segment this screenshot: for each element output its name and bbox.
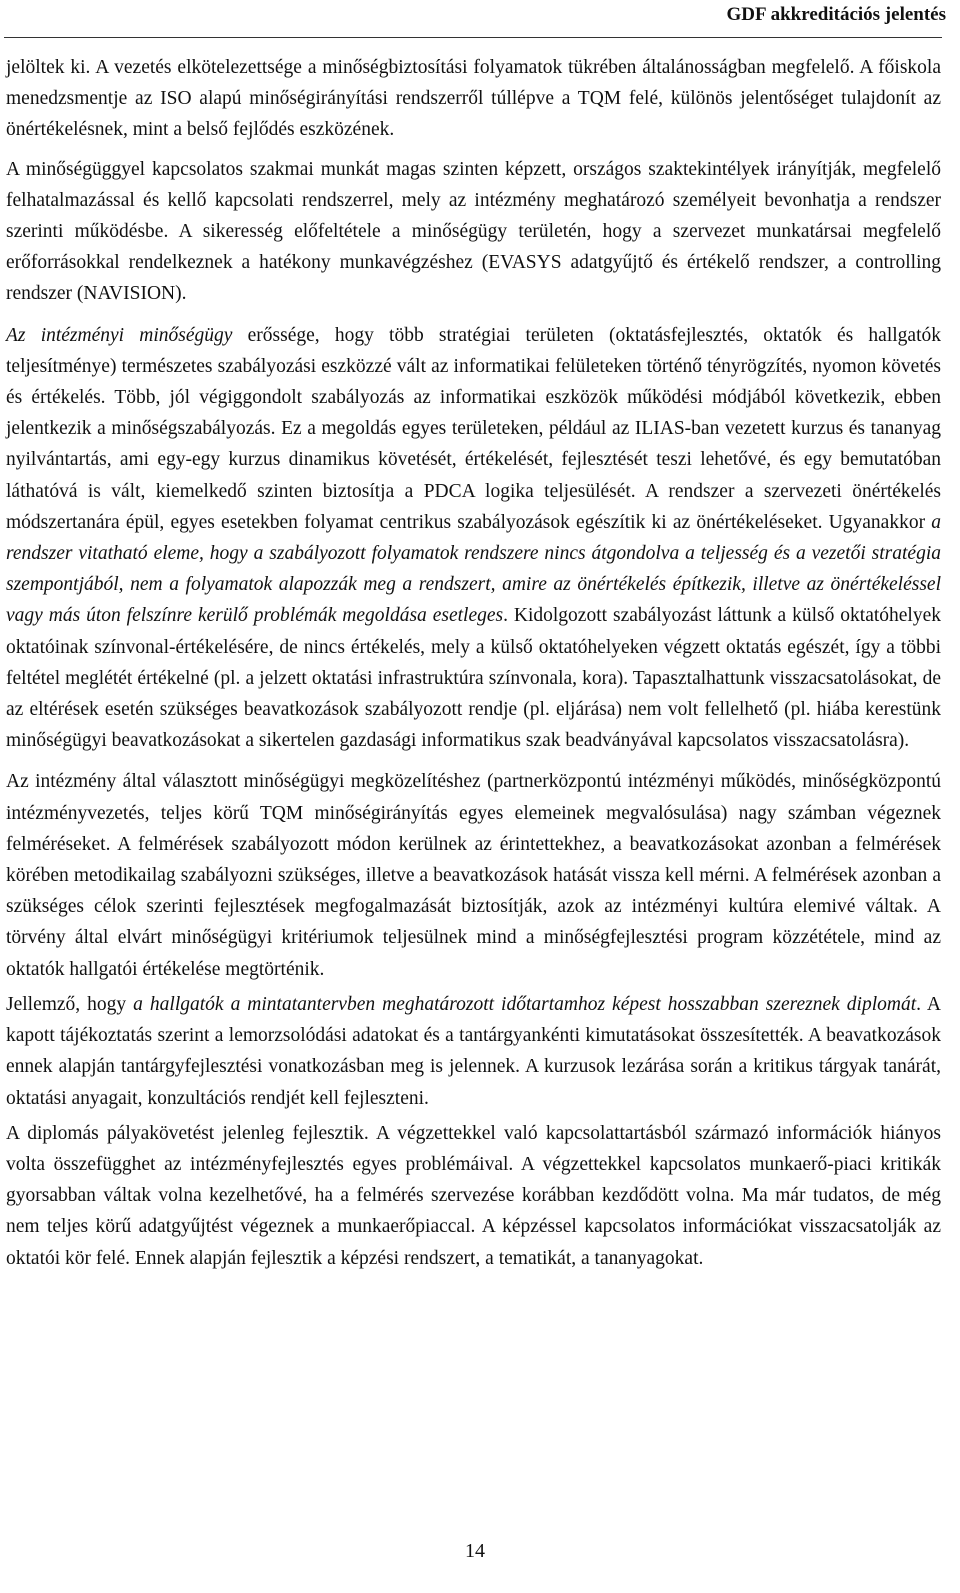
text-run: A minőségüggyel kapcsolatos szakmai munkát magas szinten képzett, országos szaktekintélyek irányítják, megfelelő felhatalmazással és kellő kapcsolati rendszerrel, mely az intézmény meghatározó személyeit bevonhatja a rendszer szerinti működésbe. A sikeresség előfeltétele a minőségügy területén, hogy a szervezet munkatársai megfelelő erőforrásokkal rendelkeznek a hatékony munkavégzéshez (EVASYS adatgyűjtő és értékelő rendszer, a controlling rendszer (NAVISION). <box>6 158 941 305</box>
page-number: 14 <box>465 1540 485 1562</box>
italic-text-run: Az intézményi minőségügy <box>6 324 233 346</box>
text-run: Az intézmény által választott minőségügyi megközelítéshez (partnerközpontú intézményi működés, minőségközpontú intézményvezetés, teljes körű TQM minőségirányítás egyes elemeinek megvalósulása) nagy számban végeznek felméréseket. A felmérések szabályozott módon kerülnek az érintettekhez, a beavatkozásokat azonban a felmérések körében metodikailag szabályozni szükséges, illetve a beavatkozások hatását vissza kell mérni. A felmérések azonban a szükséges célok szerinti fejlesztések megfogalmazását biztosítják, azok az intézményi kultúra elemivé váltak. A törvény által elvárt minőségügyi kritériumok teljesülnek mind a minőségfejlesztési program közzététele, mind az oktatók hallgatói értékelése megtörténik. <box>6 771 941 980</box>
text-run: . A kapott tájékoztatás szerint a lemorzsolódási adatokat és a tantárgyankénti kimutatásokat összesítették. A beavatkozások ennek alapján tantárgyfejlesztési vonatkozásban meg is jelennek. A kurzusok lezárása során a kritikus tárgyak tanárát, oktatási anyagait, konzultációs rendjét kell fejleszteni. <box>6 993 941 1109</box>
paragraph <box>6 766 941 984</box>
paragraph <box>6 52 941 146</box>
paragraph <box>6 989 941 1114</box>
paragraph <box>6 154 941 310</box>
text-run: . Kidolgozott szabályozást láttunk a külső oktatóhelyek oktatóinak színvonal-értékelésére, de nincs értékelés, mely a külső oktatóhelyeken végzett oktatás egészét, így a többi feltétel meglétét értékelné (pl. a jelzett oktatási infrastruktúra színvonala, kora). Tapasztalhattunk visszacsatolásokat, de az eltérések esetén szükséges beavatkozások szabályozott rendje (pl. eljárása) nem volt fellelhető (pl. hiába kerestünk minőségügyi beavatkozásokat a sikertelen gazdasági informatikus szak beadványával kapcsolatos visszacsatolásra). <box>6 605 941 752</box>
document-header: GDF akkreditációs jelentés <box>726 4 946 25</box>
paragraph <box>6 320 941 757</box>
italic-text-run: a rendszer vitatható eleme, hogy a szabályozott folyamatok rendszere nincs átgondolva a teljesség és a vezetői stratégia szempontjából, nem a folyamatok alapozzák meg a rendszert, amire az önértékelés építkezik, illetve az önértékeléssel vagy más úton felszínre kerülő problémák megoldása esetleges <box>6 511 941 627</box>
header-divider <box>4 37 942 38</box>
text-run: A diplomás pályakövetést jelenleg fejlesztik. A végzettekkel való kapcsolattartásból származó információk hiányos volta összefügghet az intézményfejlesztés egyes problémáival. A végzettekkel kapcsolatos munkaerő-piaci kritikák gyorsabban váltak volna kezelhetővé, ha a felmérés szervezése korábban kezdődött volna. Ma már tudatos, de még nem teljes körű adatgyűjtést végeznek a munkaerőpiaccal. A képzéssel kapcsolatos információkat visszacsatolják az oktatói kör felé. Ennek alapján fejlesztik a képzési rendszert, a tematikát, a tananyagokat. <box>6 1122 941 1269</box>
text-run: erőssége, hogy több stratégiai területen (oktatásfejlesztés, oktatók és hallgatók teljesítménye) természetes szabályozási eszközzé vált az informatikai felületeken történő tényrögzítés, nyomon követés és értékelés. Több, jól végiggondolt szabályozás az informatikai eszközök működési módjából következik, ebben jelentkezik a minőségszabályozás. Ez a megoldás egyes területeken, például az ILIAS-ban vezetett kurzus és tananyag nyilvántartás, ami egy-egy kurzus dinamikus követését, értékelését, fejlesztését teszi lehetővé, és egy bemutatóban láthatóvá is vált, kiemelkedő szinten biztosítja a PDCA logika teljesülését. A rendszer a szervezeti önértékelés módszertanára épül, egyes esetekben folyamat centrikus szabályozások egészítik ki az önértékeléseket. Ugyanakkor <box>6 324 941 533</box>
paragraph <box>6 1118 941 1274</box>
text-run: jelöltek ki. A vezetés elkötelezettsége a minőségbiztosítási folyamatok tükrében általánosságban megfelelő. A főiskola menedzsmentje az ISO alapú minőségirányítási rendszerről túllépve a TQM felé, különös jelentőséget tulajdonít az önértékelésnek, mint a belső fejlődés eszközének. <box>6 57 941 141</box>
document-body <box>6 52 941 1284</box>
text-run: Jellemző, hogy <box>6 993 134 1015</box>
italic-text-run: a hallgatók a mintatantervben meghatározott időtartamhoz képest hosszabban szereznek diplomát <box>133 993 917 1015</box>
